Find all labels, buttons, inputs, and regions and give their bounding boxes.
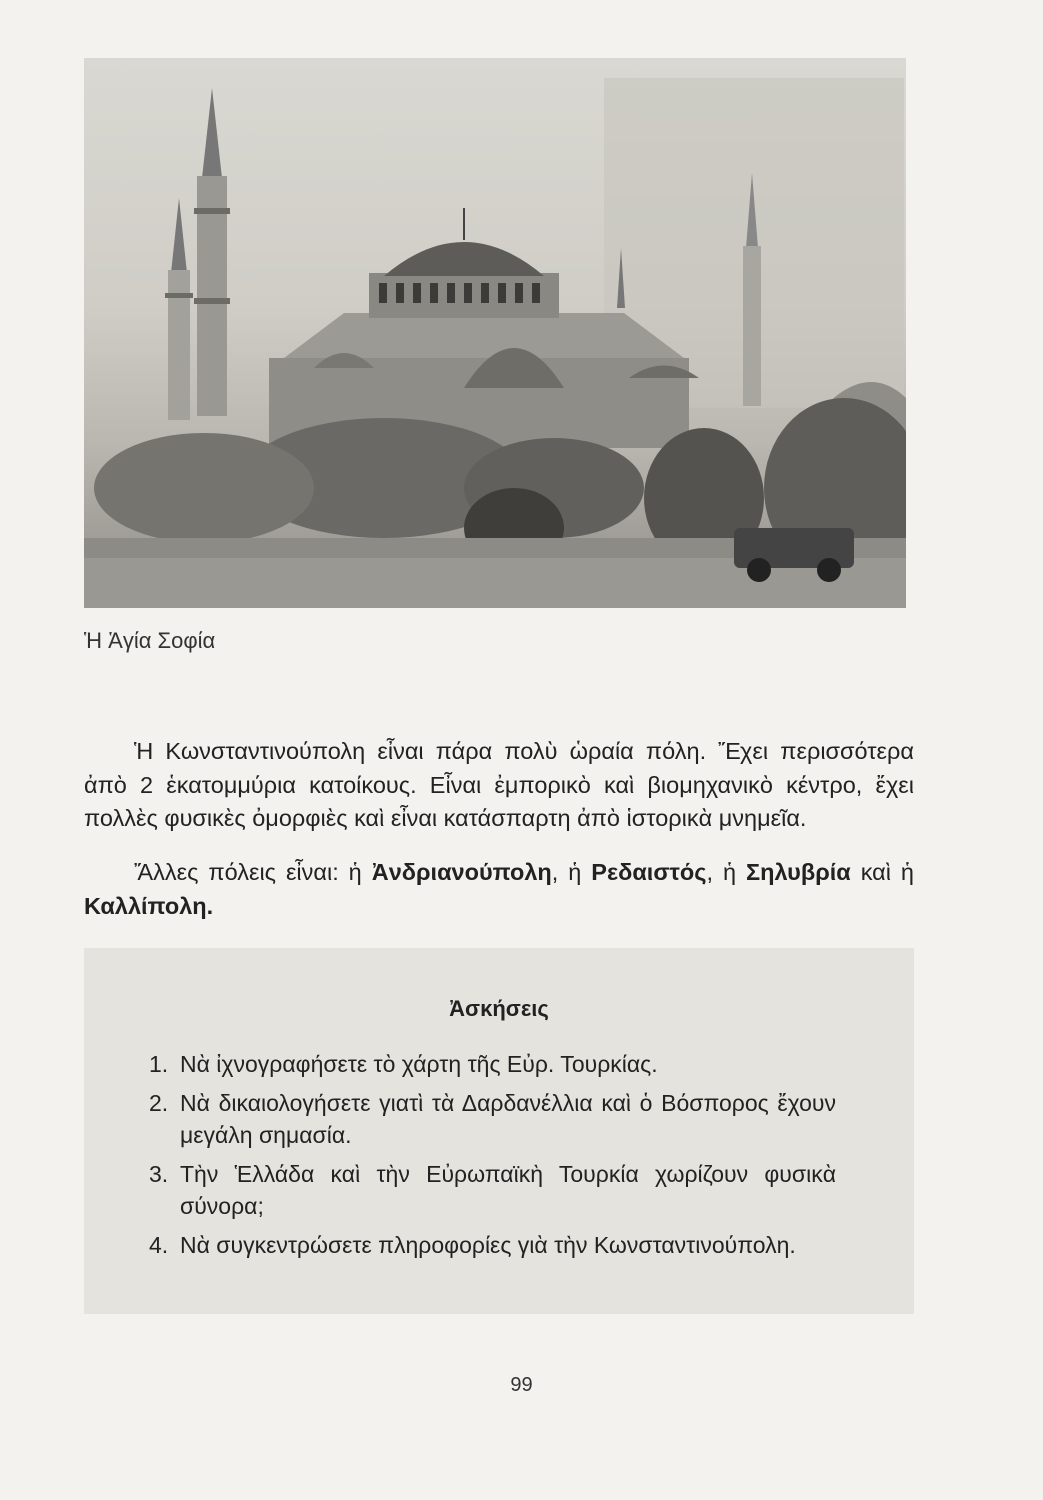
exercise-item xyxy=(84,1158,914,1223)
paragraph-intro: Ἄλλες πόλεις εἶναι: ἡ xyxy=(134,859,372,885)
exercise-item xyxy=(84,1087,914,1152)
city-adrianople: Ἀνδριανούπολη xyxy=(371,859,552,885)
city-gallipoli: Καλλίπολη. xyxy=(84,892,214,919)
paragraph-constantinople: Ἡ Κωνσταντινούπολη εἶναι πάρα πολὺ ὡραία πόλη. Ἔχει περισσότερα ἀπὸ 2 ἑκατομμύρια κατοίκους. Εἶναι ἐμπορικὸ καὶ βιομηχανικὸ κέντρο, ἔχει πολλὲς φυσικὲς ὀμορφιὲς καὶ εἶναι κατάσπαρτη ἀπὸ ἱστορικὰ μνημεῖα. xyxy=(84,738,914,831)
exercise-text: Νὰ δικαιολογήσετε γιατὶ τὰ Δαρδανέλλια καὶ ὁ Βόσπορος ἔχουν μεγάλη σημασία. xyxy=(180,1089,836,1148)
exercise-item xyxy=(84,1048,914,1081)
page-number: 99 xyxy=(510,1374,533,1396)
hagia-sophia-illustration xyxy=(84,58,906,608)
separator: , ἡ xyxy=(551,859,592,885)
exercise-number: 2. xyxy=(149,1089,169,1116)
separator: καὶ ἡ xyxy=(850,859,914,885)
city-rodosto: Ρεδαιστός xyxy=(591,859,707,885)
exercise-number: 3. xyxy=(149,1160,169,1187)
paragraph-other-cities xyxy=(84,856,914,923)
exercise-text: Νὰ ἰχνογραφήσετε τὸ χάρτη τῆς Εὐρ. Τουρκίας. xyxy=(180,1051,658,1077)
exercise-text: Τὴν Ἑλλάδα καὶ τὴν Εὐρωπαϊκὴ Τουρκία χωρίζουν φυσικὰ σύνορα; xyxy=(180,1160,836,1219)
hagia-sophia-photo xyxy=(84,58,906,608)
exercises-box xyxy=(84,948,914,1314)
figure-caption: Ἡ Ἁγία Σοφία xyxy=(84,628,216,653)
exercise-number: 1. xyxy=(149,1051,169,1077)
exercise-text: Νὰ συγκεντρώσετε πληροφορίες γιὰ τὴν Κωνσταντινούπολη. xyxy=(180,1231,796,1258)
separator: , ἡ xyxy=(706,859,747,885)
exercise-item xyxy=(84,1229,914,1262)
exercises-title: Ἀσκήσεις xyxy=(449,996,549,1021)
exercises-list xyxy=(84,1048,914,1267)
exercise-number: 4. xyxy=(149,1231,169,1258)
city-selymbria: Σηλυβρία xyxy=(746,859,851,885)
